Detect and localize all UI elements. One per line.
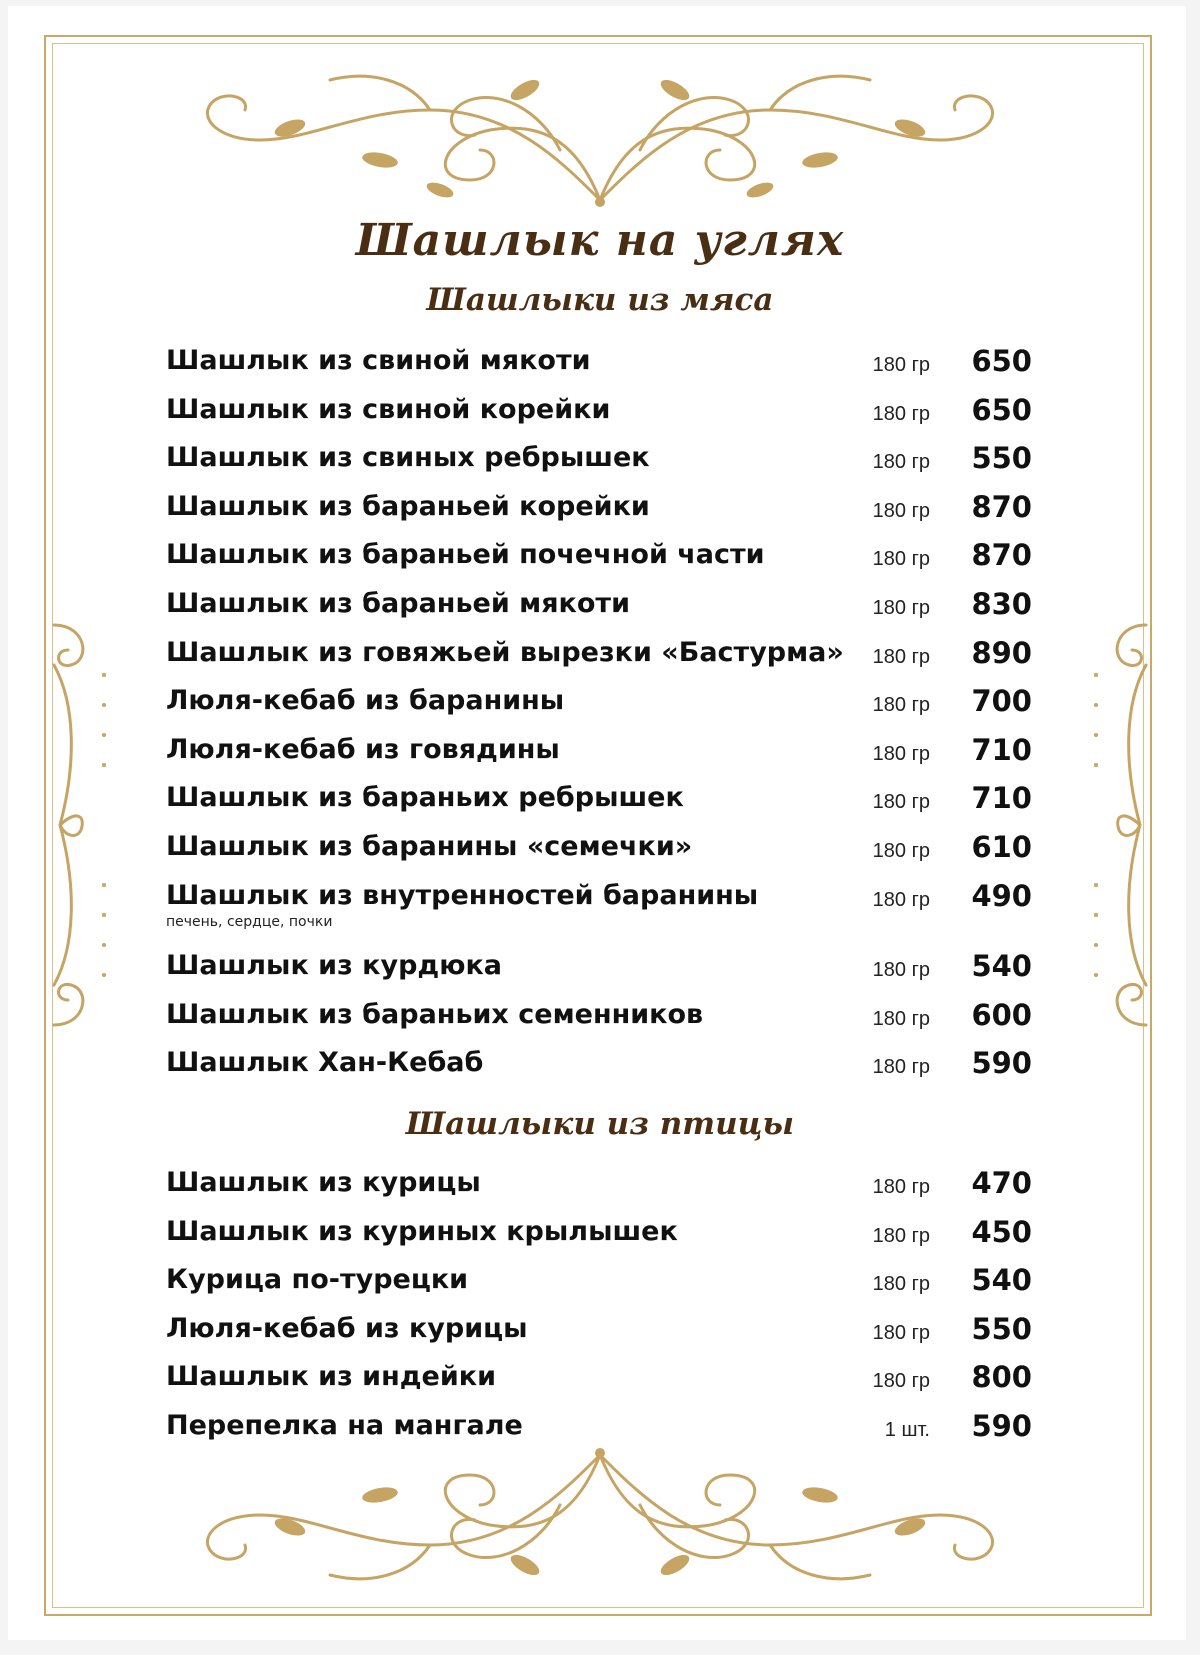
item-name: Шашлык из внутренностей баранины [166, 879, 759, 911]
item-name: Люля-кебаб из курицы [166, 1312, 528, 1344]
item-price: 470 [971, 1166, 1032, 1200]
item-name: Люля-кебаб из баранины [166, 685, 565, 717]
item-price: 550 [971, 1311, 1032, 1346]
item-name: Шашлык из индейки [166, 1361, 497, 1393]
menu-item [166, 390, 1046, 430]
item-weight: 180 гр [872, 1176, 930, 1198]
item-weight: 180 гр [872, 548, 930, 571]
item-price: 450 [971, 1214, 1032, 1249]
item-name: Шашлык из говяжьей вырезки «Бастурма» [166, 636, 844, 668]
item-weight: 180 гр [872, 888, 930, 911]
menu-item [166, 1043, 1046, 1083]
item-price: 600 [971, 997, 1032, 1032]
menu-item [166, 946, 1046, 986]
item-name: Шашлык из бараньих семенников [166, 998, 704, 1030]
item-weight: 180 гр [872, 645, 930, 668]
item-name: Шашлык из бараньей почечной части [166, 539, 765, 571]
item-name: Шашлык из свиных ребрышек [166, 442, 650, 474]
item-name: Люля-кебаб из говядины [166, 733, 560, 765]
menu-item [166, 535, 1046, 575]
item-name: Шашлык из курицы [166, 1167, 481, 1198]
menu-item [166, 487, 1046, 527]
menu-item [166, 827, 1046, 867]
section-title-poultry: Шашлыки из птицы [405, 1106, 795, 1142]
menu-item [166, 730, 1046, 770]
item-name: Шашлык из куриных крылышек [166, 1215, 678, 1247]
menu-item [166, 584, 1046, 624]
item-price: 610 [971, 830, 1032, 864]
item-price: 490 [971, 878, 1032, 913]
flourish-side-right-ornament [1084, 615, 1154, 1035]
menu-title: Шашлык на углях [355, 215, 845, 266]
menu-item [166, 1163, 1046, 1203]
item-price: 710 [971, 781, 1032, 816]
menu-item [166, 633, 1046, 673]
item-weight: 1 шт. [884, 1419, 930, 1441]
section-title-meat: Шашлыки из мяса [426, 282, 774, 318]
item-name: Шашлык из бараньих ребрышек [166, 782, 684, 814]
item-weight: 180 гр [872, 597, 930, 619]
item-weight: 180 гр [872, 1224, 930, 1247]
item-name: Шашлык из бараньей мякоти [166, 588, 630, 619]
menu-item [166, 1212, 1046, 1252]
menu-item [166, 1357, 1046, 1397]
item-price: 590 [971, 1046, 1032, 1081]
item-weight: 180 гр [872, 402, 930, 425]
item-price: 540 [971, 1263, 1032, 1298]
item-price: 540 [971, 949, 1032, 984]
item-weight: 180 гр [872, 791, 930, 814]
item-price: 700 [971, 684, 1032, 719]
flourish-bottom-ornament [180, 1445, 1020, 1605]
item-weight: 180 гр [872, 354, 930, 376]
menu-item [166, 778, 1046, 818]
menu-item [166, 1406, 1046, 1446]
item-note: печень, сердце, почки [166, 913, 333, 930]
item-name: Курица по-турецки [166, 1264, 469, 1296]
item-weight: 180 гр [872, 742, 930, 765]
menu-item [166, 438, 1046, 478]
item-price: 800 [971, 1360, 1032, 1395]
item-price: 890 [971, 635, 1032, 670]
item-name: Шашлык из курдюка [166, 950, 503, 982]
item-weight: 180 гр [872, 1056, 930, 1079]
item-name: Шашлык из баранины «семечки» [166, 831, 693, 862]
item-weight: 180 гр [872, 1370, 930, 1393]
item-weight: 180 гр [872, 1273, 930, 1296]
flourish-top-ornament [180, 50, 1020, 210]
item-weight: 180 гр [872, 694, 930, 717]
item-name: Перепелка на мангале [166, 1410, 523, 1441]
item-price: 870 [971, 489, 1032, 524]
menu-item [166, 876, 1046, 930]
item-weight: 180 гр [872, 451, 930, 474]
item-price: 650 [971, 392, 1032, 427]
item-name: Шашлык из свиной корейки [166, 393, 611, 425]
menu-item [166, 341, 1046, 381]
item-price: 870 [971, 538, 1032, 573]
menu-item [166, 1309, 1046, 1349]
item-weight: 180 гр [872, 1321, 930, 1344]
item-weight: 180 гр [872, 1007, 930, 1030]
item-weight: 180 гр [872, 840, 930, 862]
item-weight: 180 гр [872, 499, 930, 522]
item-name: Шашлык Хан-Кебаб [166, 1047, 484, 1079]
item-weight: 180 гр [872, 959, 930, 982]
item-name: Шашлык из бараньей корейки [166, 490, 650, 522]
menu-item [166, 1260, 1046, 1300]
item-price: 830 [971, 587, 1032, 621]
menu-item [166, 681, 1046, 721]
menu-item [166, 995, 1046, 1035]
flourish-side-left-ornament [46, 615, 116, 1035]
item-price: 550 [971, 441, 1032, 476]
item-price: 710 [971, 732, 1032, 767]
item-name: Шашлык из свиной мякоти [166, 345, 591, 376]
item-price: 650 [971, 344, 1032, 378]
item-price: 590 [971, 1409, 1032, 1443]
